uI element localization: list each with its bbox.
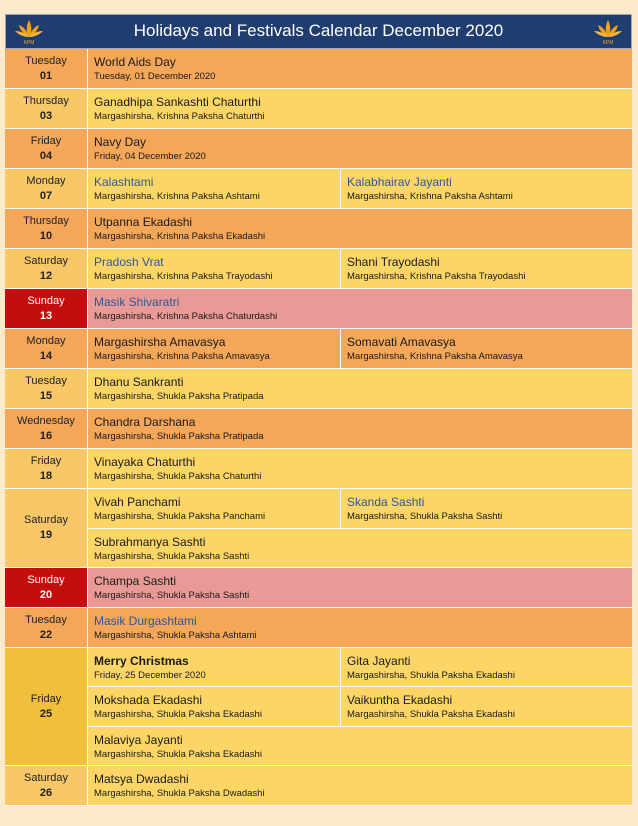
weekday-label: Saturday — [23, 514, 69, 526]
event-line — [88, 449, 632, 488]
event-name: Pradosh Vrat — [94, 255, 164, 269]
weekday-label: Monday — [26, 174, 66, 187]
calendar-row — [5, 49, 632, 89]
date-number: 01 — [39, 69, 53, 82]
weekday-label: Thursday — [23, 214, 69, 227]
event-cell — [88, 49, 632, 88]
event-list — [88, 169, 632, 208]
date-cell — [5, 289, 88, 328]
event-detail: Margashirsha, Krishna Paksha Amavasya — [94, 351, 270, 362]
event-name: Champa Sashti — [94, 574, 177, 588]
event-name: Navy Day — [94, 135, 147, 149]
event-list — [88, 329, 632, 368]
date-cell — [5, 329, 88, 368]
event-cell — [88, 489, 340, 528]
date-cell — [5, 409, 88, 448]
event-cell — [88, 687, 340, 725]
date-number: 12 — [39, 269, 53, 282]
event-line — [88, 529, 632, 568]
date-cell — [5, 49, 88, 88]
event-name: Subrahmanya Sashti — [94, 534, 206, 549]
calendar-row — [5, 648, 632, 766]
event-name: Matsya Dwadashi — [94, 772, 189, 786]
event-line — [88, 648, 632, 687]
calendar-row — [5, 449, 632, 489]
date-cell — [5, 249, 88, 288]
date-number: 10 — [39, 229, 53, 242]
event-line — [88, 727, 632, 765]
event-cell — [340, 329, 632, 368]
calendar-row — [5, 766, 632, 806]
calendar-header — [5, 14, 632, 49]
event-line — [88, 89, 632, 128]
event-name: Skanda Sashti — [347, 495, 425, 509]
page-title: Holidays and Festivals Calendar December 2020 — [133, 21, 504, 40]
event-line — [88, 568, 632, 607]
calendar-row — [5, 608, 632, 648]
event-detail: Margashirsha, Krishna Paksha Trayodashi — [347, 271, 526, 282]
weekday-label: Saturday — [23, 254, 69, 267]
event-detail: Margashirsha, Shukla Paksha Ashtami — [94, 630, 257, 641]
event-list — [88, 608, 632, 647]
weekday-label: Friday — [30, 692, 62, 705]
event-list — [88, 766, 632, 805]
event-detail: Margashirsha, Krishna Paksha Chaturdashi — [94, 311, 278, 322]
event-list — [88, 49, 632, 88]
date-cell — [5, 648, 88, 765]
event-detail: Margashirsha, Krishna Paksha Chaturthi — [94, 111, 265, 122]
date-cell — [5, 449, 88, 488]
weekday-label: Wednesday — [17, 414, 75, 427]
date-cell — [5, 766, 88, 805]
event-detail: Tuesday, 01 December 2020 — [94, 71, 216, 82]
event-cell — [88, 249, 340, 288]
date-cell — [5, 489, 88, 567]
date-number: 19 — [39, 529, 53, 541]
event-name: Kalashtami — [94, 175, 154, 189]
date-cell — [5, 608, 88, 647]
event-cell — [88, 766, 632, 805]
event-list — [88, 129, 632, 168]
date-number: 15 — [39, 389, 53, 402]
event-name: Dhanu Sankranti — [94, 375, 184, 389]
date-number: 16 — [39, 429, 53, 442]
svg-text:KPM: KPM — [23, 40, 35, 46]
event-detail: Friday, 04 December 2020 — [94, 151, 206, 162]
event-name: Vivah Panchami — [94, 495, 181, 509]
weekday-label: Saturday — [23, 771, 69, 784]
calendar-row — [5, 209, 632, 249]
event-cell — [88, 209, 632, 248]
event-list — [88, 648, 632, 765]
event-name: Mokshada Ekadashi — [94, 693, 203, 708]
event-cell — [88, 727, 632, 765]
event-list — [88, 89, 632, 128]
event-detail: Margashirsha, Shukla Paksha Ekadashi — [94, 748, 262, 760]
event-line — [88, 608, 632, 647]
event-cell — [88, 369, 632, 408]
calendar-row — [5, 129, 632, 169]
event-cell — [340, 648, 632, 686]
calendar-table — [5, 49, 632, 806]
event-cell — [340, 489, 632, 528]
event-detail: Margashirsha, Shukla Paksha Sashti — [94, 550, 250, 562]
calendar-row — [5, 89, 632, 129]
event-name: Malaviya Jayanti — [94, 732, 183, 747]
event-cell — [88, 449, 632, 488]
event-list — [88, 489, 632, 567]
date-number: 18 — [39, 469, 53, 482]
event-line — [88, 687, 632, 726]
weekday-label: Thursday — [23, 94, 69, 107]
event-detail: Margashirsha, Krishna Paksha Ashtami — [347, 191, 513, 202]
calendar-row — [5, 289, 632, 329]
event-detail: Margashirsha, Shukla Paksha Sashti — [94, 590, 250, 601]
event-name: Margashirsha Amavasya — [94, 335, 226, 349]
event-name: Gita Jayanti — [347, 654, 411, 668]
event-name: World Aids Day — [94, 55, 176, 69]
date-number: 26 — [39, 786, 53, 799]
event-detail: Margashirsha, Krishna Paksha Ashtami — [94, 191, 260, 202]
event-detail: Margashirsha, Shukla Paksha Chaturthi — [94, 471, 262, 482]
calendar-row — [5, 568, 632, 608]
event-name: Masik Durgashtami — [94, 614, 197, 628]
event-name: Vaikuntha Ekadashi — [347, 693, 453, 708]
event-cell — [88, 608, 632, 647]
event-name: Merry Christmas — [94, 654, 189, 668]
event-cell — [88, 289, 632, 328]
event-name: Masik Shivaratri — [94, 295, 180, 309]
date-cell — [5, 369, 88, 408]
event-line — [88, 766, 632, 805]
event-list — [88, 289, 632, 328]
event-name: Utpanna Ekadashi — [94, 215, 193, 229]
event-line — [88, 369, 632, 408]
date-number: 20 — [39, 588, 53, 601]
event-cell — [88, 89, 632, 128]
event-name: Somavati Amavasya — [347, 335, 456, 349]
date-number: 04 — [39, 149, 53, 162]
event-list — [88, 409, 632, 448]
event-name: Vinayaka Chaturthi — [94, 455, 196, 469]
date-cell — [5, 89, 88, 128]
event-cell — [88, 169, 340, 208]
event-line — [88, 409, 632, 448]
weekday-label: Sunday — [27, 294, 65, 307]
date-cell — [5, 129, 88, 168]
date-number: 22 — [39, 628, 53, 641]
event-detail: Margashirsha, Shukla Paksha Ekadashi — [347, 670, 515, 681]
event-line — [88, 169, 632, 208]
weekday-label: Tuesday — [25, 613, 67, 626]
weekday-label: Tuesday — [25, 54, 67, 67]
event-cell — [340, 249, 632, 288]
event-detail: Margashirsha, Shukla Paksha Dwadashi — [94, 788, 265, 799]
svg-text:KPM: KPM — [602, 40, 614, 46]
calendar-row — [5, 169, 632, 209]
calendar-row — [5, 249, 632, 289]
event-list — [88, 249, 632, 288]
weekday-label: Monday — [26, 334, 66, 347]
date-number: 07 — [39, 189, 53, 202]
event-line — [88, 49, 632, 88]
event-list — [88, 568, 632, 607]
event-cell — [88, 409, 632, 448]
event-detail: Friday, 25 December 2020 — [94, 670, 206, 681]
calendar-row — [5, 369, 632, 409]
lotus-logo-icon — [593, 18, 623, 46]
event-detail: Margashirsha, Shukla Paksha Sashti — [347, 511, 503, 522]
event-detail: Margashirsha, Shukla Paksha Ekadashi — [94, 709, 262, 721]
date-number: 14 — [39, 349, 53, 362]
event-cell — [88, 129, 632, 168]
date-cell — [5, 209, 88, 248]
event-detail: Margashirsha, Shukla Paksha Pratipada — [94, 391, 264, 402]
event-detail: Margashirsha, Krishna Paksha Trayodashi — [94, 271, 273, 282]
event-detail: Margashirsha, Shukla Paksha Panchami — [94, 511, 266, 522]
event-detail: Margashirsha, Krishna Paksha Ekadashi — [94, 231, 266, 242]
weekday-label: Friday — [30, 454, 62, 467]
event-cell — [340, 169, 632, 208]
event-name: Kalabhairav Jayanti — [347, 175, 452, 189]
event-cell — [88, 568, 632, 607]
event-line — [88, 329, 632, 368]
event-cell — [88, 529, 632, 568]
event-name: Shani Trayodashi — [347, 255, 440, 269]
event-line — [88, 249, 632, 288]
event-line — [88, 209, 632, 248]
weekday-label: Friday — [30, 134, 62, 147]
event-list — [88, 369, 632, 408]
event-detail: Margashirsha, Shukla Paksha Ekadashi — [347, 709, 515, 721]
event-cell — [340, 687, 632, 725]
event-detail: Margashirsha, Krishna Paksha Amavasya — [347, 351, 523, 362]
event-cell — [88, 648, 340, 686]
date-cell — [5, 568, 88, 607]
date-number: 03 — [39, 109, 53, 122]
calendar-row — [5, 409, 632, 449]
weekday-label: Tuesday — [25, 374, 67, 387]
calendar-row — [5, 489, 632, 568]
date-cell — [5, 169, 88, 208]
weekday-label: Sunday — [27, 573, 65, 586]
event-line — [88, 489, 632, 529]
date-number: 13 — [39, 309, 53, 322]
calendar-row — [5, 329, 632, 369]
event-line — [88, 129, 632, 168]
event-line — [88, 289, 632, 328]
event-list — [88, 209, 632, 248]
event-name: Ganadhipa Sankashti Chaturthi — [94, 95, 261, 109]
event-list — [88, 449, 632, 488]
event-detail: Margashirsha, Shukla Paksha Pratipada — [94, 431, 264, 442]
event-cell — [88, 329, 340, 368]
event-name: Chandra Darshana — [94, 415, 196, 429]
date-number: 25 — [39, 707, 53, 720]
